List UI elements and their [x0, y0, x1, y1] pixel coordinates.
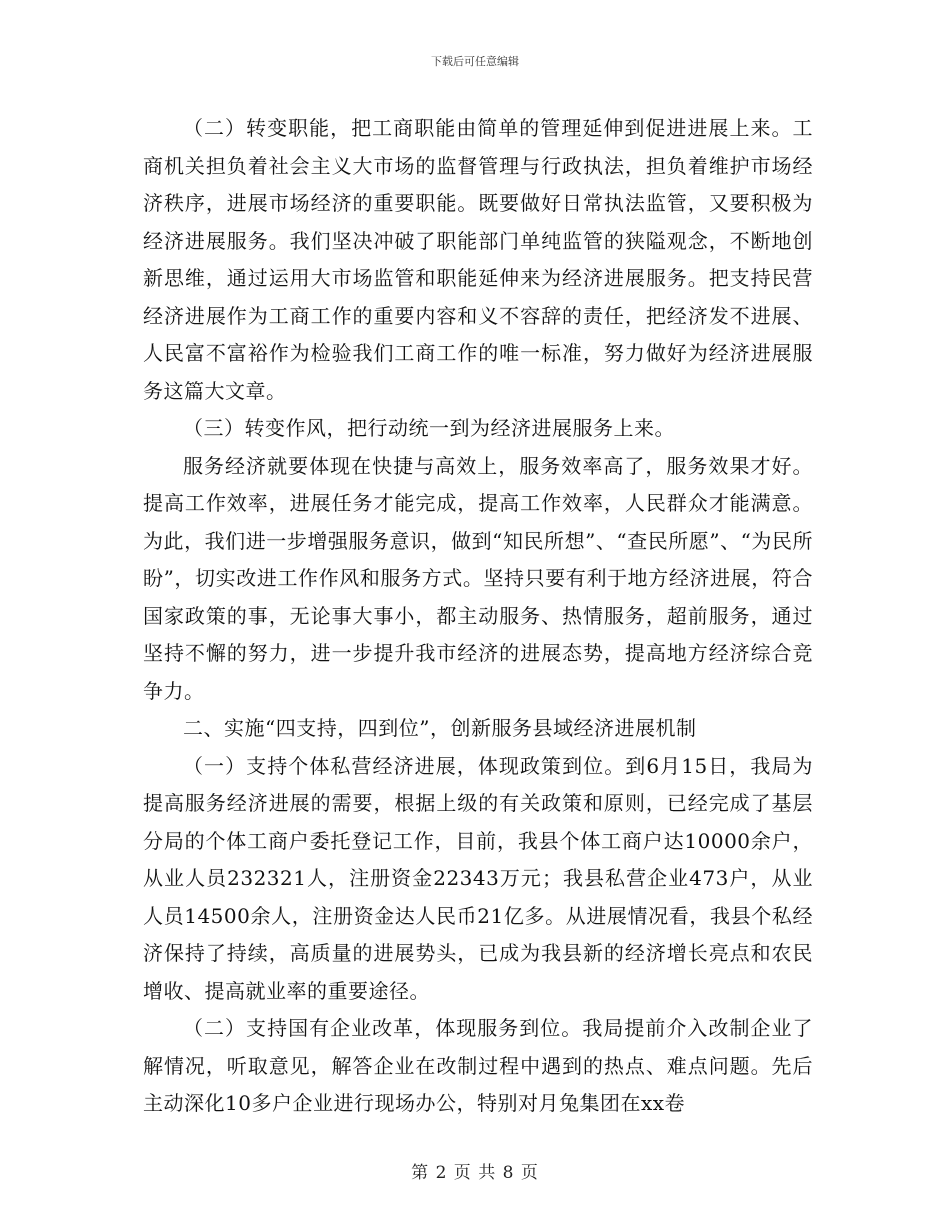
section-heading: （三）转变作风，把行动统一到为经济进展服务上来。 — [183, 416, 675, 440]
section-heading: 二、实施“四支持，四到位”，创新服务县域经济进展机制 — [183, 716, 697, 740]
paragraph: （一）支持个体私营经济进展，体现政策到位。到6月15日，我局为提高服务经济进展的需要，根据上级的有关政策和原则，已经完成了基层分局的个体工商户委托登记工作，目前，我县个体工商户达10000余户，从业人员232321人，注册资金22343万元；我县私营企业473户，从业人员14500余人，注册资金达人民币21亿多。从进展情况看，我县个私经济保持了持续，高质量的进展势头，已成为我县新的经济增长亮点和农民增收、提高就业率的重要途径。 — [143, 753, 813, 1003]
paragraph: 服务经济就要体现在快捷与高效上，服务效率高了，服务效果才好。提高工作效率，进展任务才能完成，提高工作效率，人民群众才能满意。为此，我们进一步增强服务意识，做到“知民所想”、“查民所愿”、“为民所盼”，切实改进工作作风和服务方式。坚持只要有利于地方经济进展，符合国家政策的事，无论事大事小，都主动服务、热情服务，超前服务，通过坚持不懈的努力，进一步提升我市经济的进展态势，提高地方经济综合竞争力。 — [143, 453, 813, 703]
paragraph: （二）转变职能，把工商职能由简单的管理延伸到促进进展上来。工商机关担负着社会主义大市场的监督管理与行政执法，担负着维护市场经济秩序，进展市场经济的重要职能。既要做好日常执法监管，又要积极为经济进展服务。我们坚决冲破了职能部门单纯监管的狭隘观念，不断地创新思维，通过运用大市场监管和职能延伸来为经济进展服务。把支持民营经济进展作为工商工作的重要内容和义不容辞的责任，把经济发不进展、人民富不富裕作为检验我们工商工作的唯一标准，努力做好为经济进展服务这篇大文章。 — [143, 116, 813, 403]
document-body — [143, 110, 813, 1123]
page-header: 下载后可任意编辑 — [431, 55, 519, 68]
paragraph: （二）支持国有企业改革，体现服务到位。我局提前介入改制企业了解情况，听取意见，解答企业在改制过程中遇到的热点、难点问题。先后主动深化10多户企业进行现场办公，特别对月兔集团在xx卷 — [143, 1016, 813, 1115]
page-footer: 第 2 页 共 8 页 — [411, 1163, 539, 1183]
